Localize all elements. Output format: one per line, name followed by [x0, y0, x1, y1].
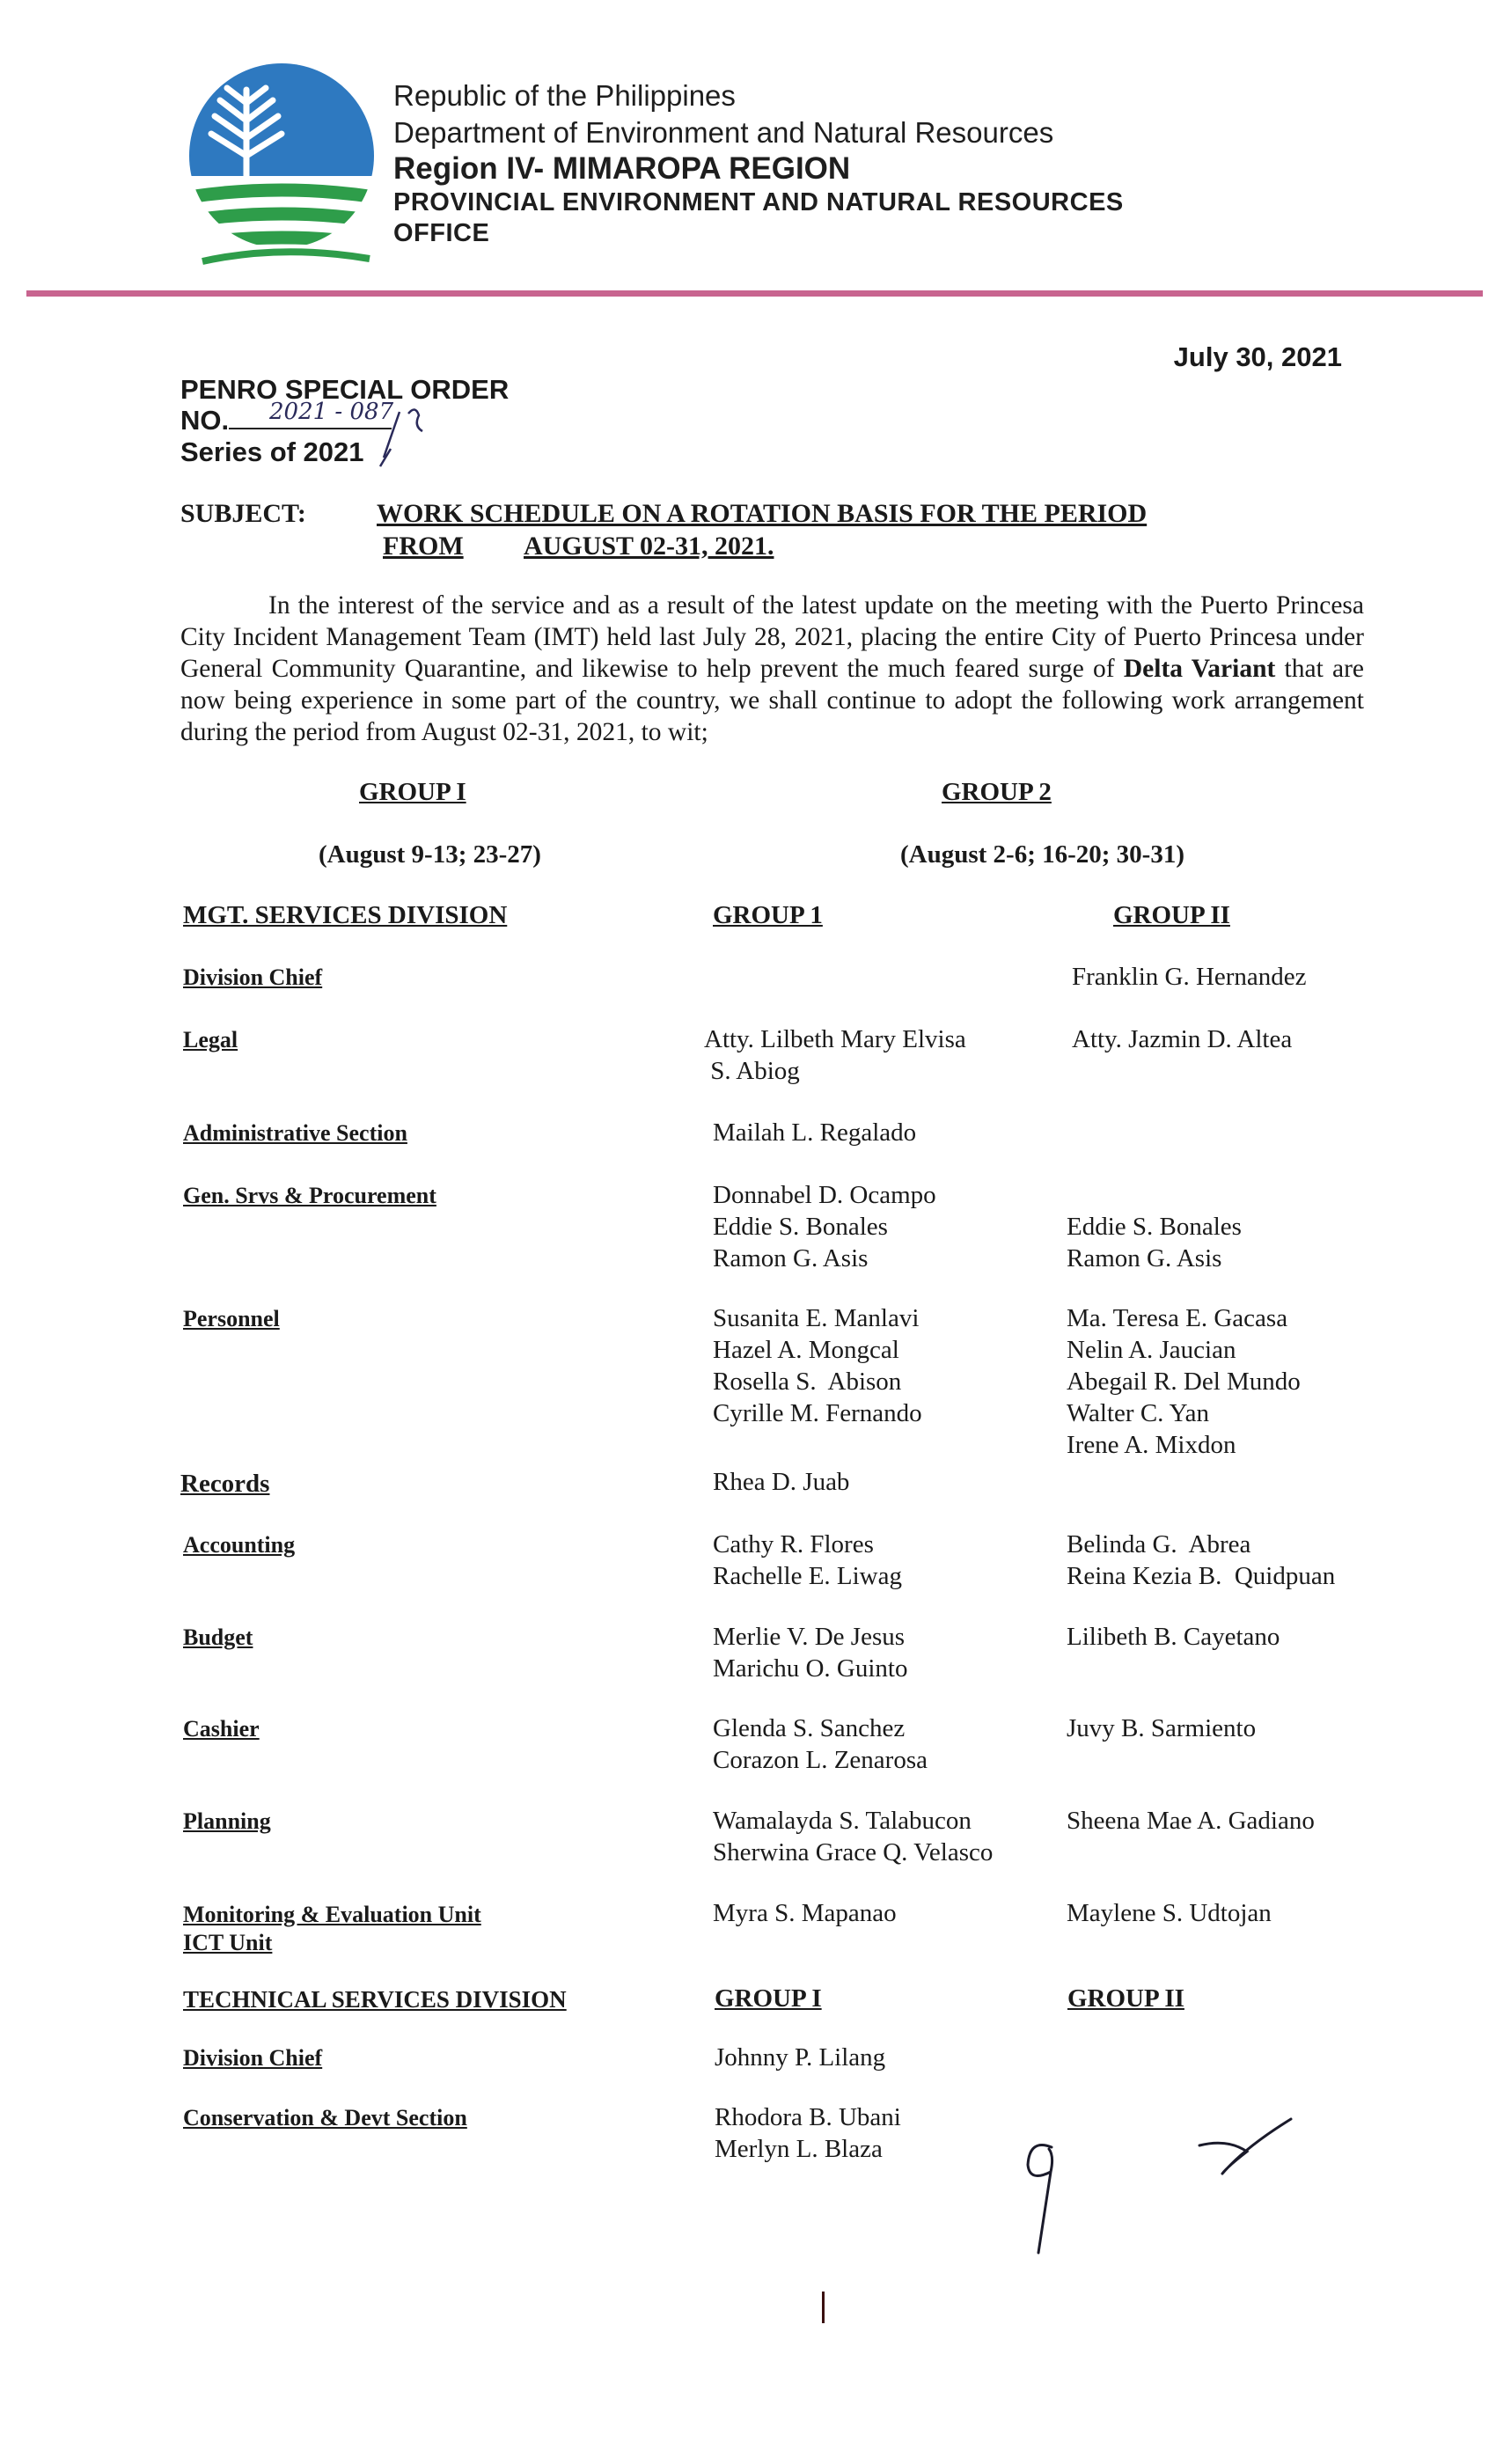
mgt-g2-division-chief: Franklin G. Hernandez [1072, 963, 1307, 991]
mgt-g1-administrative: Mailah L. Regalado [713, 1118, 917, 1147]
row-label-monitoring-ict: Monitoring & Evaluation Unit ICT Unit [183, 1902, 481, 1955]
mgt-g2-monitoring: Maylene S. Udtojan [1067, 1899, 1272, 1927]
mgt-g2-accounting: Belinda G. Abrea Reina Kezia B. Quidpuan [1067, 1530, 1336, 1590]
order-series: Series of 2021 [180, 436, 364, 467]
mgt-g2-budget: Lilibeth B. Cayetano [1067, 1623, 1280, 1651]
row-label-planning: Planning [183, 1808, 271, 1834]
tech-division-title: TECHNICAL SERVICES DIVISION [183, 1986, 567, 2013]
order-no-handwritten: 2021 - 087 [269, 399, 394, 425]
body-paragraph [180, 590, 1364, 748]
department-line: Department of Environment and Natural Resources [393, 116, 1054, 149]
row-label-personnel: Personnel [183, 1306, 280, 1331]
group1-title: GROUP I [359, 778, 466, 806]
mgt-g1-budget: Merlie V. De Jesus Marichu O. Guinto [713, 1623, 908, 1683]
office-line-1: PROVINCIAL ENVIRONMENT AND NATURAL RESOURCES [393, 188, 1124, 216]
tech-g1-division-chief: Johnny P. Lilang [715, 2043, 886, 2072]
mgt-g1-monitoring: Myra S. Mapanao [713, 1899, 897, 1927]
row-label-conservation: Conservation & Devt Section [183, 2105, 467, 2130]
row-label-records: Records [180, 1470, 270, 1498]
mgt-g2-legal: Atty. Jazmin D. Altea [1072, 1025, 1293, 1053]
region-line: Region IV- MIMAROPA REGION [393, 151, 851, 186]
mgt-g1-records: Rhea D. Juab [713, 1468, 850, 1496]
body-text-1: In the interest of the service and as a result of the latest update on the meeting with the Puerto Princesa City Incident Management Team (IMT) held last July 28, 2021, placing the entire City of Puerto Princesa under General Community Quarantine, and likewise to help prevent the much feared surge of [180, 591, 1364, 683]
body-text-2: that are now being experience in some part of the country, we shall continue to adopt the following work arrangement during the period from August 02-31, 2021, to wit; [180, 655, 1365, 746]
mgt-col1-header: GROUP 1 [713, 901, 823, 929]
order-date: July 30, 2021 [1173, 341, 1342, 372]
tech-col1-header: GROUP I [715, 1984, 822, 2013]
page-mark [822, 2292, 825, 2323]
mgt-g2-planning: Sheena Mae A. Gadiano [1067, 1807, 1315, 1835]
office-line-2: OFFICE [393, 219, 490, 247]
subject-from: FROM [383, 532, 464, 561]
mgt-col2-header: GROUP II [1113, 901, 1230, 929]
row-label-accounting: Accounting [183, 1532, 296, 1558]
tech-g1-conservation: Rhodora B. Ubani Merlyn L. Blaza [715, 2103, 901, 2163]
mgt-g2-cashier: Juvy B. Sarmiento [1067, 1714, 1257, 1742]
mgt-g1-planning: Wamalayda S. Talabucon Sherwina Grace Q. Velasco [713, 1807, 994, 1866]
subject-line-1: WORK SCHEDULE ON A ROTATION BASIS FOR THE PERIOD [377, 499, 1148, 528]
mgt-g1-cashier: Glenda S. Sanchez Corazon L. Zenarosa [713, 1714, 928, 1774]
group2-title: GROUP 2 [942, 778, 1052, 806]
mgt-g1-legal: Atty. Lilbeth Mary Elvisa S. Abiog [704, 1025, 966, 1085]
row-label-gen-srvs: Gen. Srvs & Procurement [183, 1183, 436, 1208]
row-label-legal: Legal [183, 1027, 238, 1052]
row-label-cashier: Cashier [183, 1716, 260, 1742]
group1-dates: (August 9-13; 23-27) [319, 840, 541, 869]
subject-period: AUGUST 02-31, 2021. [524, 532, 774, 561]
tech-col2-header: GROUP II [1067, 1984, 1184, 2013]
order-no-label: NO. [180, 405, 230, 436]
row-label-administrative: Administrative Section [183, 1120, 407, 1146]
mgt-g2-gen-srvs: Eddie S. Bonales Ramon G. Asis [1067, 1213, 1242, 1272]
mgt-g1-accounting: Cathy R. Flores Rachelle E. Liwag [713, 1530, 902, 1590]
mgt-g1-personnel: Susanita E. Manlavi Hazel A. Mongcal Rosella S. Abison Cyrille M. Fernando [713, 1304, 922, 1427]
mgt-g2-personnel: Ma. Teresa E. Gacasa Nelin A. Jaucian Abegail R. Del Mundo Walter C. Yan Irene A. Mixdon [1067, 1304, 1301, 1459]
subject-label: SUBJECT: [180, 499, 306, 528]
republic-line: Republic of the Philippines [393, 79, 736, 112]
body-text-bold: Delta Variant [1123, 655, 1276, 683]
group2-dates: (August 2-6; 16-20; 30-31) [900, 840, 1184, 869]
row-label-division-chief: Division Chief [183, 964, 323, 990]
mgt-division-title: MGT. SERVICES DIVISION [183, 901, 508, 929]
row-label-budget: Budget [183, 1624, 253, 1650]
initial-signature-1 [1012, 2130, 1074, 2262]
row-label-tech-division-chief: Division Chief [183, 2045, 323, 2071]
initial-signature-2 [1192, 2112, 1298, 2182]
mgt-g1-gen-srvs: Donnabel D. Ocampo Eddie S. Bonales Ramon G. Asis [713, 1181, 936, 1272]
header-rule [26, 290, 1483, 297]
order-title: PENRO SPECIAL ORDER [180, 374, 510, 405]
denr-logo [185, 63, 378, 270]
